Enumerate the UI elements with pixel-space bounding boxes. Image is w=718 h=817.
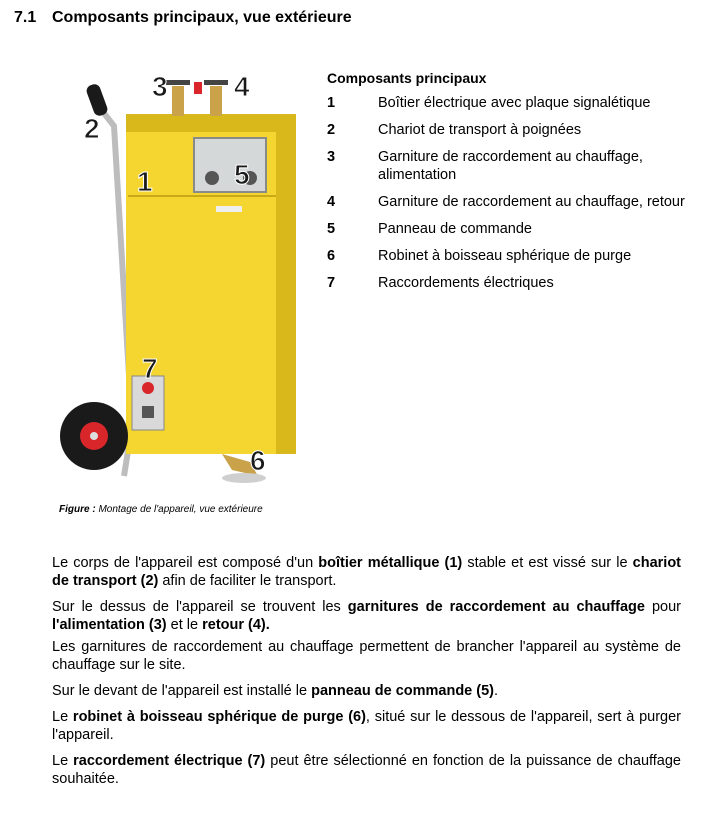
legend-item-text: Panneau de commande [378,221,532,237]
fitting-valve-red [194,82,202,94]
fitting-handle-left [166,80,190,85]
legend-item-text: Robinet à boisseau sphérique de purge [378,248,632,264]
emphasis: robinet à boisseau sphérique de purge (6) [72,709,366,725]
legend-item-text: Garniture de raccordement au chauffage, alimentation [378,149,643,183]
legend-item-number: 2 [327,122,336,138]
fitting-handle-right [204,80,228,85]
emphasis: garnitures de raccordement au chauffage [347,599,645,615]
electrical-switch [142,406,154,418]
callout-1: 1 [137,166,153,197]
legend-item-number: 7 [327,275,336,291]
paragraph-fittings [52,598,681,634]
device-figure [54,66,304,498]
label-plate [216,206,242,212]
legend-item-text: Raccordements électriques [378,275,554,291]
text-run: . [494,683,499,699]
callout-5: 5 [234,159,250,190]
legend-item [327,94,697,112]
text-run: Le corps de l'appareil est composé d'un [52,555,319,571]
text-run: Le [52,709,73,725]
supply-fitting [172,86,184,116]
legend-item [327,274,697,292]
device-illustration [54,66,304,498]
emphasis: chariot de transport (2) [52,555,682,589]
description-text [52,554,681,796]
emphasis: panneau de commande (5) [311,683,494,699]
text-run: Sur le dessus de l'appareil se trouvent les [52,599,348,615]
legend-item-text: Boîtier électrique avec plaque signalétique [378,95,651,111]
legend-item-number: 6 [327,248,336,264]
paragraph-drain-valve [52,708,681,744]
control-panel [194,138,266,192]
callout-7: 7 [142,353,158,384]
cart-wheel-hub [90,432,98,440]
text-run: Les garnitures de raccordement au chauffage permettent de brancher l'appareil au système de chauffage sur le site. [52,639,681,673]
paragraph-control-panel [52,682,681,700]
paragraph-body-and-cart [52,554,681,590]
legend-title: Composants principaux [327,70,487,86]
section-title: Composants principaux, vue extérieure [52,9,352,26]
callout-6: 6 [250,445,266,476]
text-run: et le [166,617,203,633]
components-legend [327,70,697,301]
section-heading [14,9,352,27]
text-run: Le [52,753,74,769]
text-run: stable et est vissé sur le [462,555,633,571]
figure-caption [59,504,263,515]
legend-item-text: Chariot de transport à poignées [378,122,582,138]
text-run: Sur le devant de l'appareil est installé le [52,683,312,699]
emphasis: boîtier métallique (1) [318,555,463,571]
callout-4: 4 [234,71,250,102]
paragraph-electrical [52,752,681,788]
callout-3: 3 [152,71,168,102]
text-run: , situé sur le dessous de l'appareil, sert à purger l'appareil. [52,709,681,743]
emphasis: l'alimentation (3) [52,617,167,633]
legend-item [327,193,697,211]
legend-item-number: 1 [327,95,336,111]
device-body-side [276,132,296,454]
legend-item-number: 5 [327,221,336,237]
legend-item [327,247,697,265]
legend-item [327,220,697,238]
legend-item [327,148,697,184]
caption-label: Figure : [59,504,96,515]
callout-2: 2 [84,113,100,144]
paragraph-fittings-purpose [52,638,681,674]
text-run: afin de faciliter le transport. [158,573,337,589]
legend-item [327,121,697,139]
text-run: pour [644,599,681,615]
emphasis: retour (4). [202,617,270,633]
device-body-top [126,114,296,132]
text-run: peut être sélectionné en fonction de la puissance de chauffage souhaitée. [52,753,681,787]
caption-text: Montage de l'appareil, vue extérieure [98,504,263,515]
emphasis: raccordement électrique (7) [73,753,266,769]
section-number: 7.1 [14,9,37,26]
return-fitting [210,86,222,116]
legend-item-number: 4 [327,194,336,210]
legend-item-number: 3 [327,149,336,165]
legend-item-text: Garniture de raccordement au chauffage, retour [378,194,685,210]
panel-dial-left [205,171,219,185]
